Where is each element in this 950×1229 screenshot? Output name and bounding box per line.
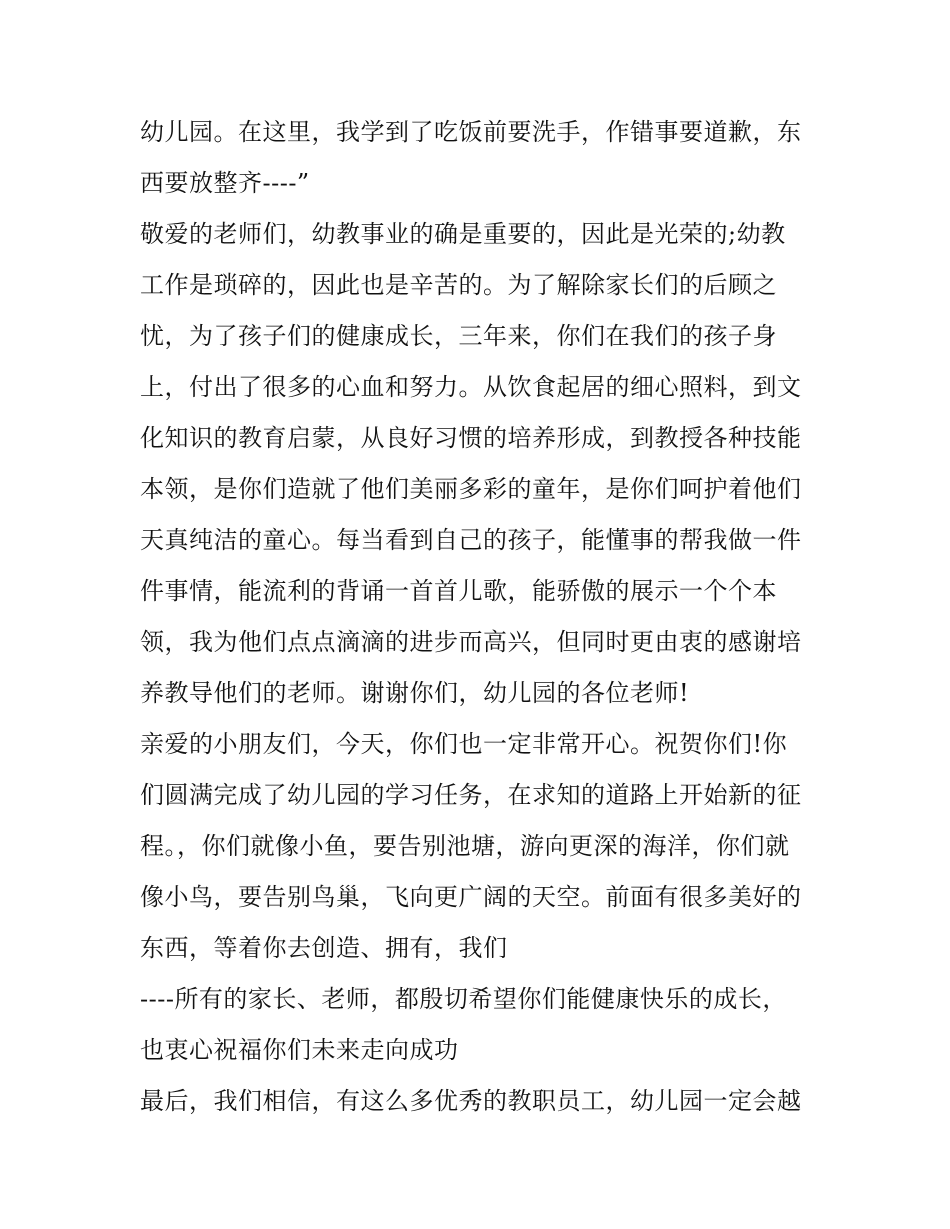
text-line: 东西，等着你去创造、拥有，我们 [140, 934, 508, 962]
text-line: 们圆满完成了幼儿园的学习任务，在求知的道路上开始新的征 [140, 781, 802, 809]
text-line: 上，付出了很多的心血和努力。从饮食起居的细心照料，到文 [140, 373, 802, 401]
text-line: 工作是琐碎的，因此也是辛苦的。为了解除家长们的后顾之 [140, 271, 777, 299]
text-line: 件事情，能流利的背诵一首首儿歌，能骄傲的展示一个个本 [140, 577, 777, 605]
text-line: 化知识的教育启蒙，从良好习惯的培养形成，到教授各种技能 [140, 424, 802, 452]
text-line: 敬爱的老师们，幼教事业的确是重要的，因此是光荣的;幼教 [140, 220, 786, 248]
body-text [140, 107, 820, 1127]
text-line: 忧，为了孩子们的健康成长，三年来，你们在我们的孩子身 [140, 322, 777, 350]
text-line: 亲爱的小朋友们，今天，你们也一定非常开心。祝贺你们!你 [140, 730, 788, 758]
text-line: 最后，我们相信，有这么多优秀的教职员工，幼儿园一定会越 [140, 1087, 802, 1115]
text-line: 西要放整齐----” [140, 169, 310, 197]
text-line: 像小鸟，要告别鸟巢，飞向更广阔的天空。前面有很多美好的 [140, 883, 802, 911]
text-line: 幼儿园。在这里，我学到了吃饭前要洗手，作错事要道歉，东 [140, 118, 802, 146]
text-line: 也衷心祝福你们未来走向成功 [140, 1036, 459, 1064]
text-line: 本领，是你们造就了他们美丽多彩的童年，是你们呵护着他们 [140, 475, 802, 503]
text-line: 养教导他们的老师。谢谢你们，幼儿园的各位老师! [140, 679, 690, 707]
text-line: 领，我为他们点点滴滴的进步而高兴，但同时更由衷的感谢培 [140, 628, 802, 656]
text-line: 程。，你们就像小鱼，要告别池塘，游向更深的海洋，你们就 [140, 832, 790, 860]
text-line: 天真纯洁的童心。每当看到自己的孩子，能懂事的帮我做一件 [140, 526, 802, 554]
text-line: ----所有的家长、老师，都殷切希望你们能健康快乐的成长， [140, 985, 787, 1013]
